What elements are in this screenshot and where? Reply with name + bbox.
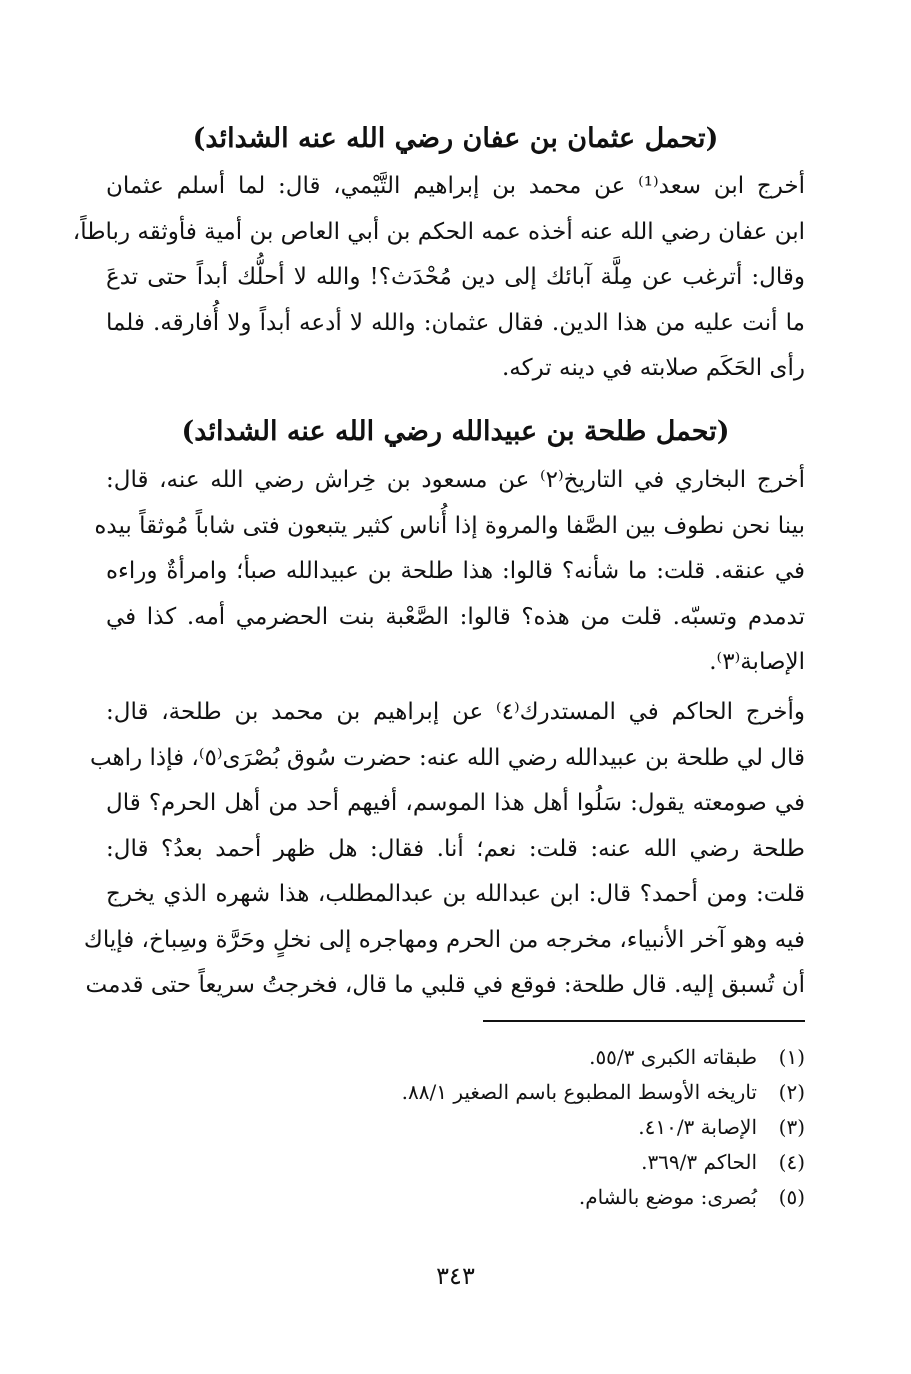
footnote-item bbox=[300, 1075, 805, 1110]
footnote-item bbox=[300, 1180, 805, 1215]
text-line: في صومعته يقول: سَلُوا أهل هذا الموسم، أفيهم أحد من أهل الحرم؟ قال bbox=[106, 790, 805, 816]
text-line: ابن عفان رضي الله عنه أخذه عمه الحكم بن أبي العاص بن أمية فأوثقه رباطاً، bbox=[72, 218, 805, 245]
text-line: طلحة رضي الله عنه: قلت: نعم؛ أنا. فقال: هل ظهر أحمد بعدُ؟ قال: bbox=[106, 835, 805, 862]
footnote-item bbox=[300, 1110, 805, 1145]
section-heading-uthman: (تحمل عثمان بن عفان رضي الله عنه الشدائد) bbox=[192, 123, 719, 154]
footnote-text: الإصابة ٤١٠/٣. bbox=[638, 1115, 757, 1139]
text-line: قال لي طلحة بن عبيدالله رضي الله عنه: حضرت سُوق بُصْرَى⁽٥⁾، فإذا راهب bbox=[89, 744, 805, 771]
footnote-text: الحاكم ٣٦٩/٣. bbox=[641, 1150, 757, 1174]
text-line: أن تُسبق إليه. قال طلحة: فوقع في قلبي ما قال، فخرجتُ سريعاً حتى قدمت bbox=[85, 972, 805, 998]
text-line: بينا نحن نطوف بين الصَّفا والمروة إذا أُناس كثير يتبعون فتى شاباً مُوثقاً بيده bbox=[94, 512, 805, 539]
footnote-number: (٥) bbox=[778, 1185, 805, 1209]
text-line: في عنقه. قلت: ما شأنه؟ قالوا: هذا طلحة بن عبيدالله صبأ؛ وامرأةٌ وراءه bbox=[106, 558, 805, 584]
footnote-item bbox=[300, 1040, 805, 1075]
text-line: قلت: ومن أحمد؟ قال: ابن عبدالله بن عبدالمطلب، هذا شهره الذي يخرج bbox=[106, 881, 805, 907]
footnotes bbox=[300, 1040, 805, 1215]
footnote-item bbox=[300, 1145, 805, 1180]
footnote-number: (٣) bbox=[778, 1115, 805, 1139]
text-line: فيه وهو آخر الأنبياء، مخرجه من الحرم ومهاجره إلى نخلٍ وحَرَّة وسِباخ، فإياك bbox=[83, 926, 805, 953]
text-line: ما أنت عليه من هذا الدين. فقال عثمان: والله لا أدعه أبداً ولا أُفارقه. فلما bbox=[106, 309, 805, 336]
text-line: تدمدم وتسبّه. قلت من هذه؟ قالوا: الصَّعْبة بنت الحضرمي أمه. كذا في bbox=[106, 603, 805, 630]
section-heading-talha: (تحمل طلحة بن عبيدالله رضي الله عنه الشدائد) bbox=[181, 416, 730, 447]
text-line: وأخرج الحاكم في المستدرك⁽٤⁾ عن إبراهيم بن محمد بن طلحة، قال: bbox=[106, 699, 805, 725]
footnote-text: تاريخه الأوسط المطبوع باسم الصغير ٨٨/١. bbox=[401, 1080, 757, 1104]
paragraph-talha-hakim bbox=[83, 690, 805, 1009]
paragraph-talha-bukhari bbox=[94, 458, 805, 686]
text-line: وقال: أترغب عن مِلَّة آبائك إلى دين مُحْدَث؟! والله لا أحلُّك أبداً حتى تدعَ bbox=[106, 264, 805, 290]
page-number: ٣٤٣ bbox=[436, 1262, 475, 1290]
footnote-number: (٤) bbox=[778, 1150, 805, 1174]
footnote-number: (١) bbox=[778, 1045, 805, 1069]
text-line: رأى الحَكَم صلابته في دينه تركه. bbox=[502, 355, 805, 381]
text-line: أخرج ابن سعد⁽¹⁾ عن محمد بن إبراهيم التَّيْمي، قال: لما أسلم عثمان bbox=[106, 173, 806, 199]
footnote-text: طبقاته الكبرى ٥٥/٣. bbox=[589, 1045, 757, 1069]
footnote-number: (٢) bbox=[778, 1080, 805, 1104]
footnote-divider bbox=[483, 1020, 805, 1022]
text-line: الإصابة⁽٣⁾. bbox=[709, 649, 805, 675]
text-line: أخرج البخاري في التاريخ⁽٢⁾ عن مسعود بن خِراش رضي الله عنه، قال: bbox=[106, 467, 805, 493]
footnote-text: بُصرى: موضع بالشام. bbox=[578, 1185, 757, 1209]
paragraph-uthman bbox=[72, 164, 806, 392]
